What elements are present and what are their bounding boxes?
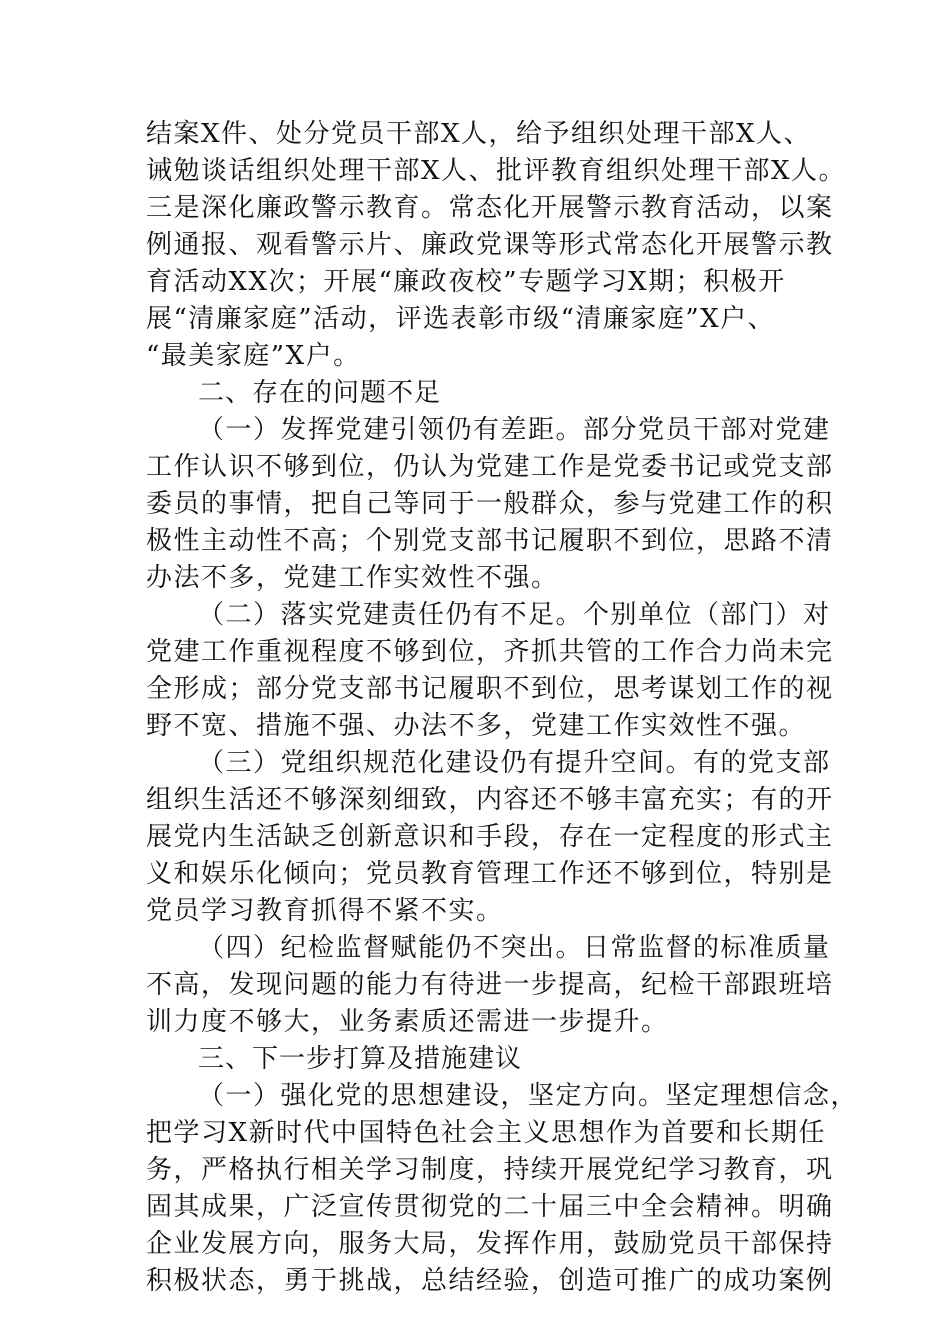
paragraph-line: 办法不多，党建工作实效性不强。 (146, 563, 559, 593)
paragraph-line: 野不宽、措施不强、办法不多，党建工作实效性不强。 (146, 711, 807, 741)
paragraph-line: “最美家庭”X户。 (146, 341, 361, 371)
paragraph-line: 党员学习教育抓得不紧不实。 (146, 896, 504, 926)
paragraph-line: 把学习X新时代中国特色社会主义思想作为首要和长期任 (146, 1118, 827, 1148)
paragraph-line: 育活动XX次；开展“廉政夜校”专题学习X期；积极开 (146, 267, 786, 297)
paragraph-line: （一）强化党的思想建设，坚定方向。坚定理想信念， (198, 1081, 859, 1111)
paragraph-line: 不高，发现问题的能力有待进一步提高，纪检干部跟班培 (146, 970, 834, 1000)
paragraph-line: （四）纪检监督赋能仍不突出。日常监督的标准质量 (198, 933, 831, 963)
paragraph-line: （一）发挥党建引领仍有差距。部分党员干部对党建 (198, 415, 831, 445)
paragraph-line: 固其成果，广泛宣传贯彻党的二十届三中全会精神。明确 (146, 1192, 834, 1222)
paragraph-line: 诫勉谈话组织处理干部X人、批评教育组织处理干部X人。 (146, 156, 847, 186)
paragraph-line: 展“清廉家庭”活动，评选表彰市级“清廉家庭”X户、 (146, 304, 776, 334)
paragraph-line: 义和娱乐化倾向；党员教育管理工作还不够到位，特别是 (146, 859, 834, 889)
paragraph-line: 委员的事情，把自己等同于一般群众，参与党建工作的积 (146, 489, 834, 519)
paragraph-line: 全形成；部分党支部书记履职不到位，思考谋划工作的视 (146, 674, 834, 704)
paragraph-line: 务，严格执行相关学习制度，持续开展党纪学习教育，巩 (146, 1155, 834, 1185)
paragraph-line: 积极状态，勇于挑战，总结经验，创造可推广的成功案例 (146, 1266, 834, 1296)
document-body (146, 116, 859, 1300)
section-heading: 二、存在的问题不足 (198, 378, 442, 408)
section-heading: 三、下一步打算及措施建议 (198, 1044, 523, 1074)
paragraph-line: 企业发展方向，服务大局，发挥作用，鼓励党员干部保持 (146, 1229, 834, 1259)
paragraph-line: 展党内生活缺乏创新意识和手段，存在一定程度的形式主 (146, 822, 834, 852)
paragraph-line: 训力度不够大，业务素质还需进一步提升。 (146, 1007, 669, 1037)
paragraph-line: 例通报、观看警示片、廉政党课等形式常态化开展警示教 (146, 230, 834, 260)
paragraph-line: 结案X件、处分党员干部X人，给予组织处理干部X人、 (146, 119, 812, 149)
paragraph-line: （三）党组织规范化建设仍有提升空间。有的党支部 (198, 748, 831, 778)
paragraph-line: 组织生活还不够深刻细致，内容还不够丰富充实；有的开 (146, 785, 834, 815)
paragraph-line: 三是深化廉政警示教育。常态化开展警示教育活动，以案 (146, 193, 834, 223)
paragraph-line: （二）落实党建责任仍有不足。个别单位（部门）对 (198, 600, 831, 630)
paragraph-line: 工作认识不够到位，仍认为党建工作是党委书记或党支部 (146, 452, 834, 482)
paragraph-line: 极性主动性不高；个别党支部书记履职不到位，思路不清 (146, 526, 834, 556)
paragraph-line: 党建工作重视程度不够到位，齐抓共管的工作合力尚未完 (146, 637, 834, 667)
